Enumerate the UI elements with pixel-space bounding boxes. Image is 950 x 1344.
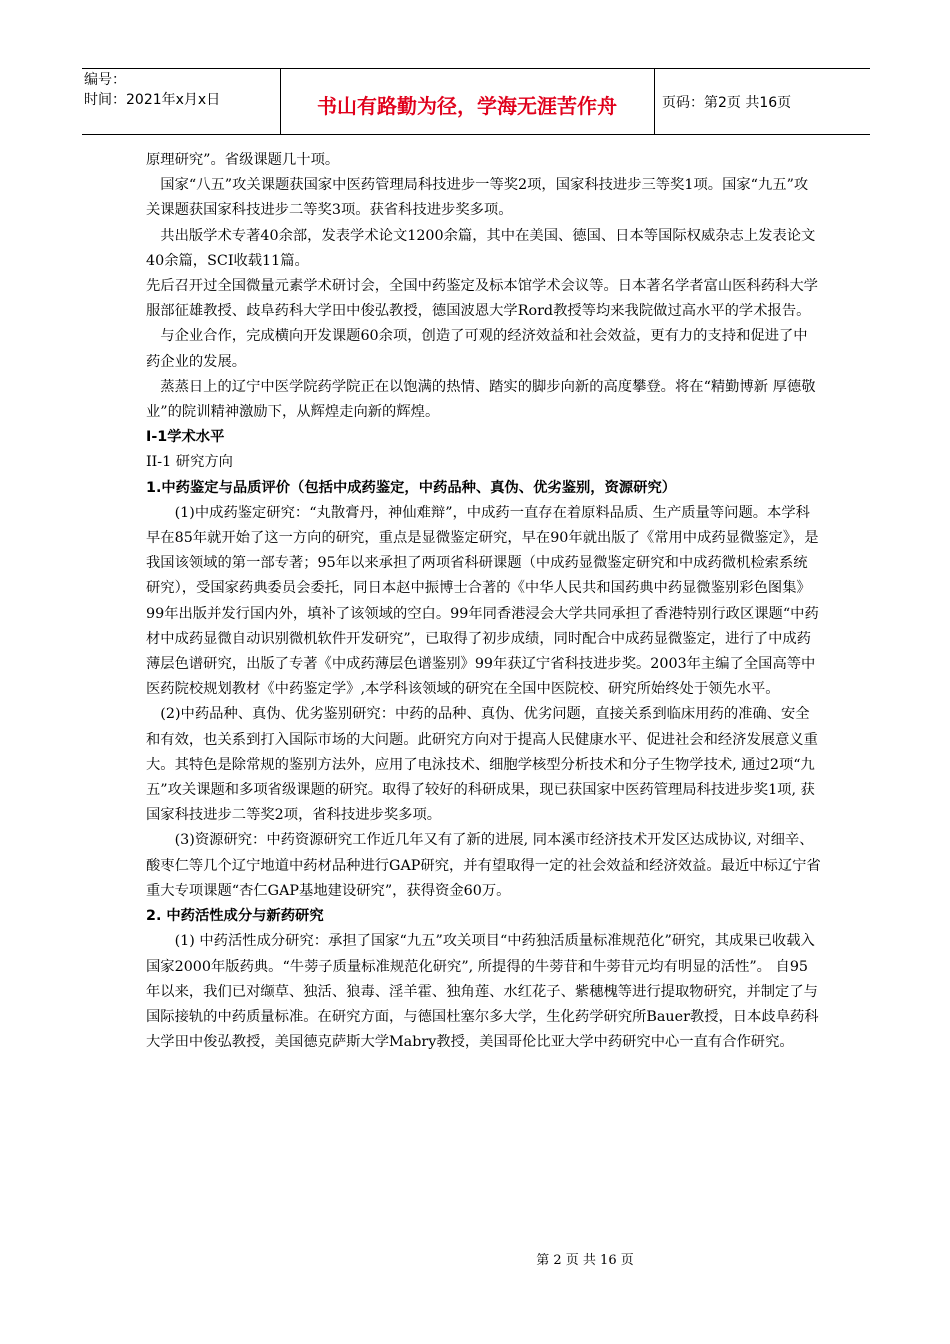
time-label: 时间：2021年x月x日 [84,92,221,108]
paragraph: 共出版学术专著40余部，发表学术论文1200余篇，其中在美国、德国、日本等国际权威杂志上发表论文40余篇，SCI收载11篇。 [146,227,816,269]
footer-page-number: 第 2 页 共 16 页 [536,1253,634,1268]
paragraph: 国家“八五”攻关课题获国家中医药管理局科技进步一等奖2项，国家科技进步三等奖1项。国家“九五”攻关课题获国家科技进步二等奖3项。获省科技进步奖多项。 [146,177,809,219]
number-label: 编号： [84,72,126,88]
motto: 书山有路勤为径，学海无涯苦作舟 [317,94,617,118]
document-body [146,148,821,1055]
page-code: 页码：第2页 共16页 [662,95,792,111]
header-motto-cell [280,68,655,135]
page-footer [0,1249,950,1268]
paragraph: (1) 中药活性成分研究：承担了国家“九五”攻关项目“中药独活质量标准规范化”研究，其成果已收载入国家2000年版药典。“牛蒡子质量标准规范化研究”, 所提得的牛蒡苷和牛蒡苷元均有明显的活性”。 自95年以来，我们已对缬草、独活、狼毒、淫羊霍、独角莲、水红花子、紫穗槐等进行提取物研究，并制定了与国际接轨的中药质量标准。在研究方面，与德国杜塞尔多大学，生化药学研究所Bauer教授，日本歧阜药科大学田中俊弘教授，美国德克萨斯大学Mabry教授，美国哥伦比亚大学中药研究中心一直有合作研究。 [146,933,819,1051]
paragraph: (3)资源研究：中药资源研究工作近几年又有了新的进展, 同本溪市经济技术开发区达成协议, 对细辛、酸枣仁等几个辽宁地道中药材品种进行GAP研究，并有望取得一定的社会效益和经济效益。最近中标辽宁省重大专项课题“杏仁GAP基地建设研究”，获得资金60万。 [146,832,821,899]
topic-heading: 1.中药鉴定与品质评价（包括中成药鉴定，中药品种、真伪、优劣鉴别，资源研究） [146,479,677,496]
header-right-cell [654,68,870,135]
paragraph: (2)中药品种、真伪、优劣鉴别研究：中药的品种、真伪、优劣问题，直接关系到临床用药的准确、安全和有效，也关系到打入国际市场的大问题。此研究方向对于提高人民健康水平、促进社会和经济发展意义重大。其特色是除常规的鉴别方法外，应用了电泳技术、细胞学核型分析技术和分子生物学技术, 通过2项“九五”攻关课题和多项省级课题的研究。取得了较好的科研成果，现已获国家中医药管理局科技进步奖1项, 获国家科技进步二等奖2项，省科技进步奖多项。 [146,706,818,824]
subsection-heading: II-1 研究方向 [146,454,233,471]
paragraph: 与企业合作，完成横向开发课题60余项，创造了可观的经济效益和社会效益，更有力的支持和促进了中药企业的发展。 [146,328,808,370]
paragraph: 先后召开过全国微量元素学术研讨会，全国中药鉴定及标本馆学术会议等。日本著名学者富山医科药科大学服部征雄教授、歧阜药科大学田中俊弘教授，德国波恩大学Rord教授等均来我院做过高水平的学术报告。 [146,278,818,320]
paragraph: 原理研究”。省级课题几十项。 [146,152,340,168]
page-header [82,68,870,135]
paragraph: 蒸蒸日上的辽宁中医学院药学院正在以饱满的热情、踏实的脚步向新的高度攀登。将在“精勤博新 厚德敬业”的院训精神激励下，从辉煌走向新的辉煌。 [146,378,816,421]
section-heading: I-1学术水平 [146,429,225,446]
header-left-cell [82,68,281,135]
paragraph: (1)中成药鉴定研究：“丸散膏丹，神仙难辩”，中成药一直存在着原料品质、生产质量等问题。本学科早在85年就开始了这一方向的研究，重点是显微鉴定研究，早在90年就出版了《常用中成药显微鉴定》，是我国该领域的第一部专著；95年以来承担了两项省科研课题（中成药显微鉴定研究和中成药微机检索系统研究），受国家药典委员会委托，同日本赵中振博士合著的《中华人民共和国药典中药显微鉴别彩色图集》99年出版并发行国内外，填补了该领域的空白。99年同香港浸会大学共同承担了香港特别行政区课题“中药材中成药显微自动识别微机软件开发研究”，已取得了初步成绩，同时配合中成药显微鉴定，进行了中成药薄层色谱研究，出版了专著《中成药薄层色谱鉴别》99年获辽宁省科技进步奖。2003年主编了全国高等中医药院校规划教材《中药鉴定学》,本学科该领域的研究在全国中医院校、研究所始终处于领先水平。 [146,504,819,698]
topic-heading: 2. 中药活性成分与新药研究 [146,908,324,925]
